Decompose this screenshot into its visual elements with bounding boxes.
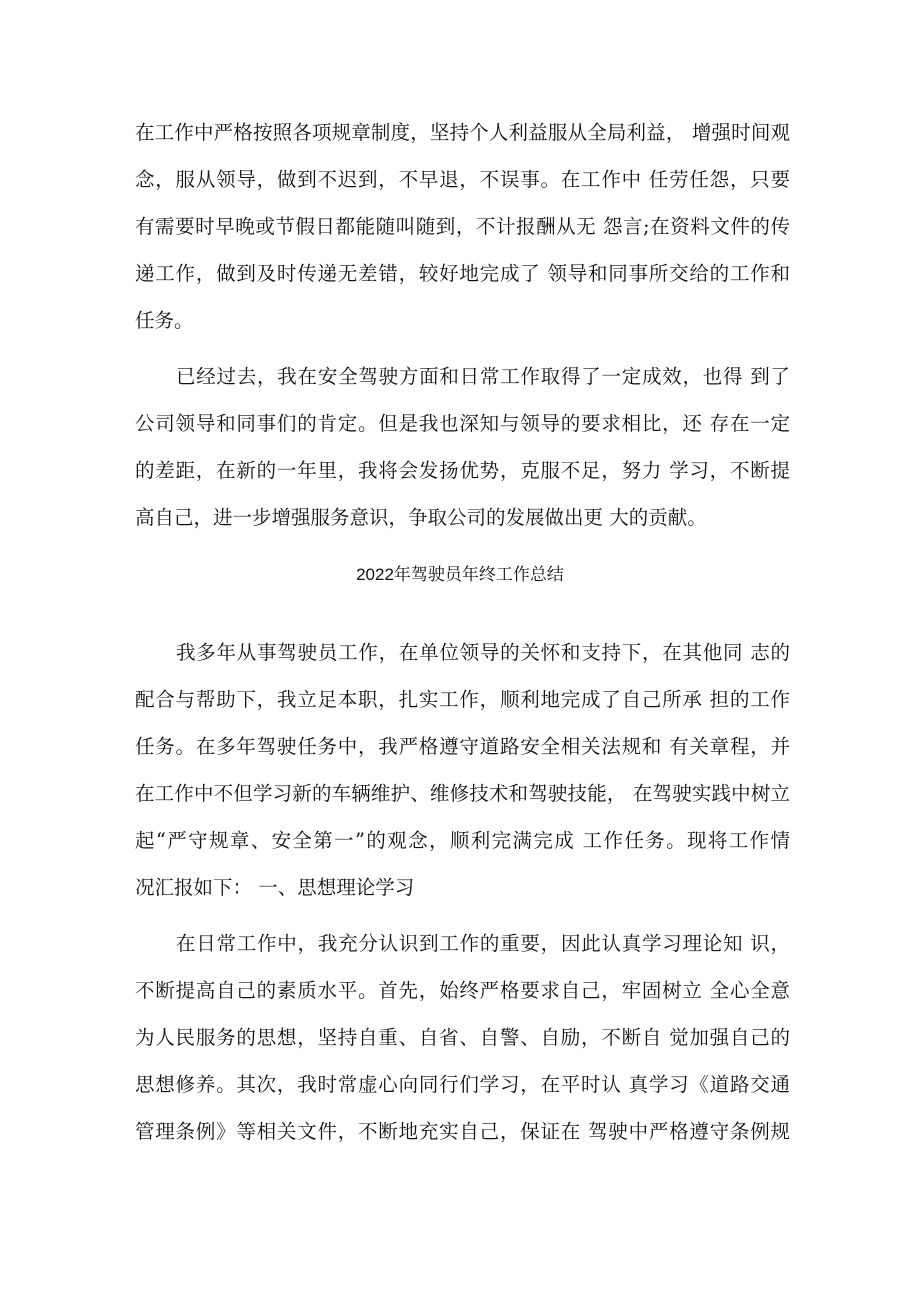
document-title: 2022年驾驶员年终工作总结 [356, 565, 564, 584]
paragraph-4-line-2: 不断提高自己的素质水平。首先，始终严格要求自己，牢固树立 全心全意 [135, 979, 790, 1002]
paragraph-3-line-5: 起“严守规章、安全第一”的观念，顺利完满完成 工作任务。现将工作情 [135, 829, 790, 852]
paragraph-4-line-4: 思想修养。其次，我时常虚心向同行们学习，在平时认 真学习《道路交通 [135, 1073, 790, 1096]
paragraph-4-line-3: 为人民服务的思想，坚持自重、自省、自警、自励，不断自 觉加强自己的 [135, 1026, 790, 1049]
paragraph-2-line-4: 高自己，进一步增强服务意识，争取公司的发展做出更 大的贡献。 [135, 506, 707, 529]
paragraph-3-line-4: 在工作中不但学习新的车辆维护、维修技术和驾驶技能， 在驾驶实践中树立 [135, 782, 790, 805]
paragraph-3-line-6: 况汇报如下： 一、思想理论学习 [135, 876, 415, 899]
paragraph-1-line-3: 有需要时早晚或节假日都能随叫随到，不计报酬从无 怨言;在资料文件的传 [135, 215, 790, 238]
paragraph-2-line-1: 已经过去，我在安全驾驶方面和日常工作取得了一定成效，也得 到了 [176, 365, 790, 388]
paragraph-1-line-5: 任务。 [135, 309, 194, 332]
paragraph-4-line-5: 管理条例》等相关文件，不断地充实自己，保证在 驾驶中严格遵守条例规 [135, 1120, 790, 1143]
paragraph-4-line-1: 在日常工作中，我充分认识到工作的重要，因此认真学习理论知 识， [176, 932, 790, 955]
paragraph-3-line-1: 我多年从事驾驶员工作，在单位领导的关怀和支持下，在其他同 志的 [176, 641, 790, 664]
paragraph-2-line-3: 的差距，在新的一年里，我将会发扬优势，克服不足，努力 学习，不断提 [135, 459, 790, 482]
paragraph-1-line-4: 递工作，做到及时传递无差错，较好地完成了 领导和同事所交给的工作和 [135, 262, 790, 285]
paragraph-1-line-1: 在工作中严格按照各项规章制度，坚持个人利益服从全局利益， 增强时间观 [135, 121, 790, 144]
paragraph-3-line-3: 任务。在多年驾驶任务中，我严格遵守道路安全相关法规和 有关章程，并 [135, 735, 790, 758]
paragraph-1-line-2: 念，服从领导，做到不迟到，不早退，不误事。在工作中 任劳任怨，只要 [135, 168, 790, 191]
paragraph-3-line-2: 配合与帮助下，我立足本职，扎实工作，顺利地完成了自己所承 担的工作 [135, 688, 790, 711]
paragraph-2-line-2: 公司领导和同事们的肯定。但是我也深知与领导的要求相比，还 存在一定 [135, 412, 790, 435]
